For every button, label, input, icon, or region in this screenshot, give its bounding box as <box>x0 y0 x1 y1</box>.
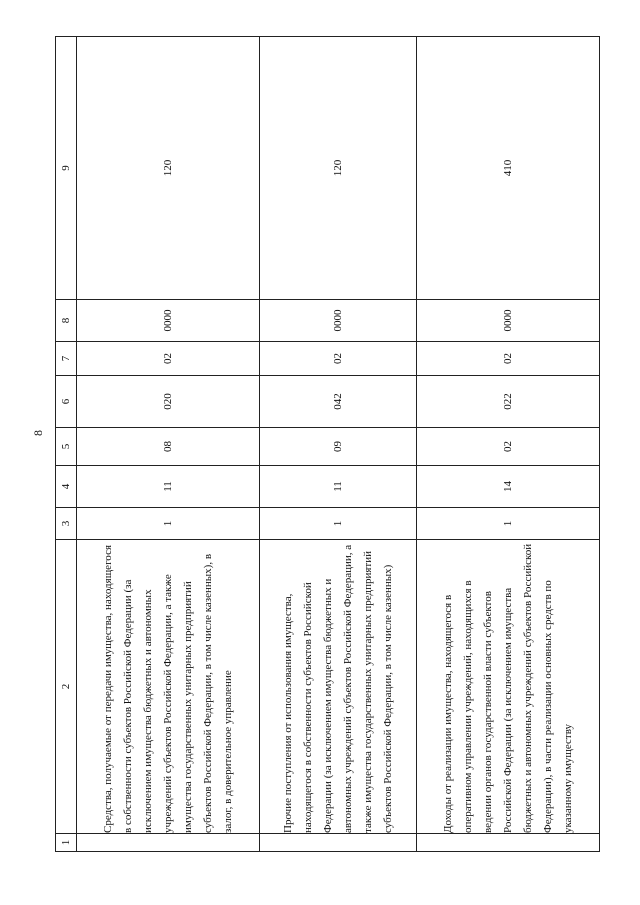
description-cell: Доходы от реализации имущества, находящегося в оперативном управлении учреждений, находящихся в ведении органов государственной власти субъектов Российской Федерации (за исключением имущества бюджетных и автономных учреждений субъектов Российской Федерации), в части реализации основных средств по указанному имуществу <box>417 540 600 834</box>
element-cell: 02 <box>417 342 600 376</box>
column-number-header: 4 <box>56 466 77 508</box>
subgroup-cell: 14 <box>417 466 600 508</box>
subarticle-cell: 042 <box>259 376 416 428</box>
group-cell: 1 <box>417 508 600 540</box>
column-number-header: 1 <box>56 834 77 852</box>
element-cell: 02 <box>77 342 260 376</box>
column-number-header: 3 <box>56 508 77 540</box>
code-cell <box>77 834 260 852</box>
column-number-header: 9 <box>56 37 77 300</box>
program-cell: 0000 <box>259 300 416 342</box>
classification-cell: 410 <box>417 37 600 300</box>
subarticle-cell: 020 <box>77 376 260 428</box>
code-cell <box>259 834 416 852</box>
article-cell: 09 <box>259 428 416 466</box>
description-cell: Прочие поступления от использования имущества, находящегося в собственности субъектов Российской Федерации (за исключением имущества бюджетных и автономных учреждений субъектов Российской Федерации, а также имущества государственных унитарных предприятий субъектов Российской Федерации, в том числе казенных) <box>259 540 416 834</box>
group-cell: 1 <box>77 508 260 540</box>
code-cell <box>417 834 600 852</box>
revenue-codes-table <box>55 36 600 852</box>
rotated-page-content <box>55 37 600 852</box>
description-cell: Средства, получаемые от передачи имущества, находящегося в собственности субъектов Российской Федерации (за исключением имущества бюджетных и автономных учреждений субъектов Российской Федерации, а также имущества государственных унитарных предприятий субъектов Российской Федерации, в том числе казенных), в залог, в доверительное управление <box>77 540 260 834</box>
page-number: 8 <box>31 430 45 436</box>
subgroup-cell: 11 <box>259 466 416 508</box>
table-row <box>417 37 600 852</box>
program-cell: 0000 <box>77 300 260 342</box>
table-row <box>259 37 416 852</box>
article-cell: 08 <box>77 428 260 466</box>
classification-cell: 120 <box>77 37 260 300</box>
column-number-header: 2 <box>56 540 77 834</box>
column-number-header: 8 <box>56 300 77 342</box>
element-cell: 02 <box>259 342 416 376</box>
group-cell: 1 <box>259 508 416 540</box>
program-cell: 0000 <box>417 300 600 342</box>
header-row <box>56 37 77 852</box>
column-number-header: 6 <box>56 376 77 428</box>
table-row <box>77 37 260 852</box>
column-number-header: 7 <box>56 342 77 376</box>
classification-cell: 120 <box>259 37 416 300</box>
subarticle-cell: 022 <box>417 376 600 428</box>
subgroup-cell: 11 <box>77 466 260 508</box>
article-cell: 02 <box>417 428 600 466</box>
column-number-header: 5 <box>56 428 77 466</box>
